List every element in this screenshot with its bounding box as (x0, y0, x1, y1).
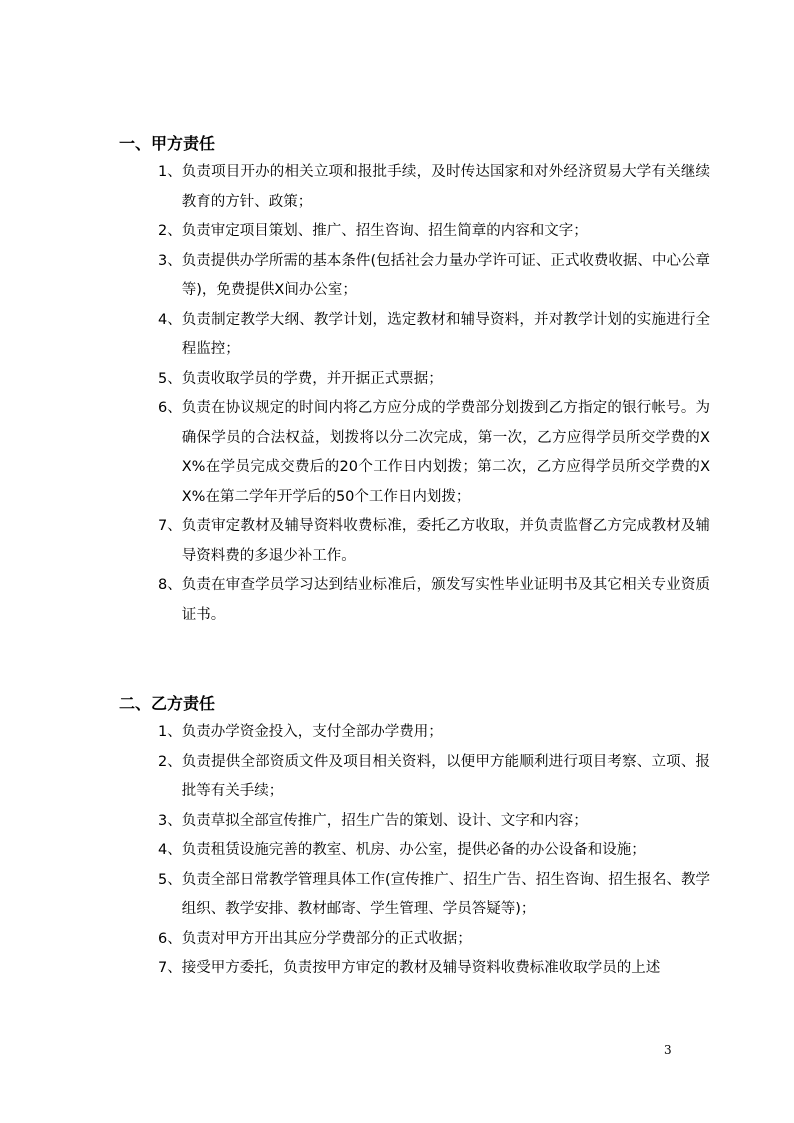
item-number: 7、 (158, 518, 182, 534)
item-number: 4、 (158, 842, 182, 858)
item-text: 负责项目开办的相关立项和报批手续，及时传达国家和对外经济贸易大学有关继续教育的方针、政策； (181, 164, 710, 210)
page-number: 3 (664, 1043, 672, 1057)
section-heading: 一、甲方责任 (119, 134, 216, 153)
list-item (158, 365, 710, 395)
list-item (158, 158, 710, 217)
section-heading: 二、乙方责任 (119, 694, 216, 713)
item-text: 接受甲方委托，负责按甲方审定的教材及辅导资料收费标准收取学员的上述 (181, 960, 661, 976)
item-text: 负责制定教学大纲、教学计划，选定教材和辅导资料，并对教学计划的实施进行全程监控； (181, 311, 710, 357)
item-number: 5、 (158, 871, 182, 888)
item-number: 2、 (158, 223, 182, 239)
item-number: 3、 (158, 812, 182, 829)
item-number: 6、 (158, 400, 182, 416)
list-item (158, 748, 710, 807)
item-text: 负责租赁设施完善的教室、机房、办公室，提供必备的办公设备和设施； (181, 842, 646, 858)
item-text: 负责办学资金投入，支付全部办学费用； (181, 724, 443, 740)
item-number: 2、 (158, 753, 182, 770)
list-item (158, 217, 710, 247)
section-party-a-responsibilities (0, 130, 794, 630)
item-text: 负责提供办学所需的基本条件(包括社会力量办学许可证、正式收费收据、中心公章等)，免费提供X间办公室； (181, 252, 710, 298)
item-number: 6、 (158, 930, 182, 947)
item-text: 负责草拟全部宣传推广，招生广告的策划、设计、文字和内容； (181, 812, 588, 829)
item-text: 负责收取学员的学费，并开据正式票据； (181, 370, 443, 387)
item-text: 负责审定教材及辅导资料收费标准，委托乙方收取，并负责监督乙方完成教材及辅导资料费的多退少补工作。 (181, 518, 710, 564)
item-number: 4、 (158, 311, 182, 328)
list-item (158, 394, 710, 512)
item-text: 负责在审查学员学习达到结业标准后，颁发写实性毕业证明书及其它相关专业资质证书。 (181, 577, 710, 623)
list-item (158, 836, 710, 866)
item-number: 8、 (158, 577, 182, 593)
item-number: 1、 (158, 724, 182, 740)
section-party-b-responsibilities (0, 690, 794, 984)
list-item (158, 718, 710, 748)
item-text: 负责在协议规定的时间内将乙方应分成的学费部分划拨到乙方指定的银行帐号。为确保学员的合法权益，划拨将以分二次完成，第一次，乙方应得学员所交学费的XX%在学员完成交费后的20个工作日内划拨；第二次，乙方应得学员所交学费的XX%在第二学年开学后的50个工作日内划拨； (181, 400, 710, 505)
list-item (158, 571, 710, 630)
item-text: 负责对甲方开出其应分学费部分的正式收据； (181, 930, 472, 947)
item-text: 负责提供全部资质文件及项目相关资料，以便甲方能顺利进行项目考察、立项、报批等有关手续； (181, 753, 710, 799)
list-item (158, 925, 710, 955)
item-number: 7、 (158, 960, 182, 976)
list-item (158, 306, 710, 365)
list-item (158, 807, 710, 837)
item-number: 3、 (158, 252, 182, 269)
list-item (158, 866, 710, 925)
item-number: 5、 (158, 370, 182, 387)
item-text: 负责审定项目策划、推广、招生咨询、招生简章的内容和文字； (181, 223, 588, 239)
list-item (158, 512, 710, 571)
list-item (158, 247, 710, 306)
list-item (158, 954, 710, 984)
item-text: 负责全部日常教学管理具体工作(宣传推广、招生广告、招生咨询、招生报名、教学组织、教学安排、教材邮寄、学生管理、学员答疑等)； (181, 871, 710, 917)
item-number: 1、 (158, 164, 182, 180)
